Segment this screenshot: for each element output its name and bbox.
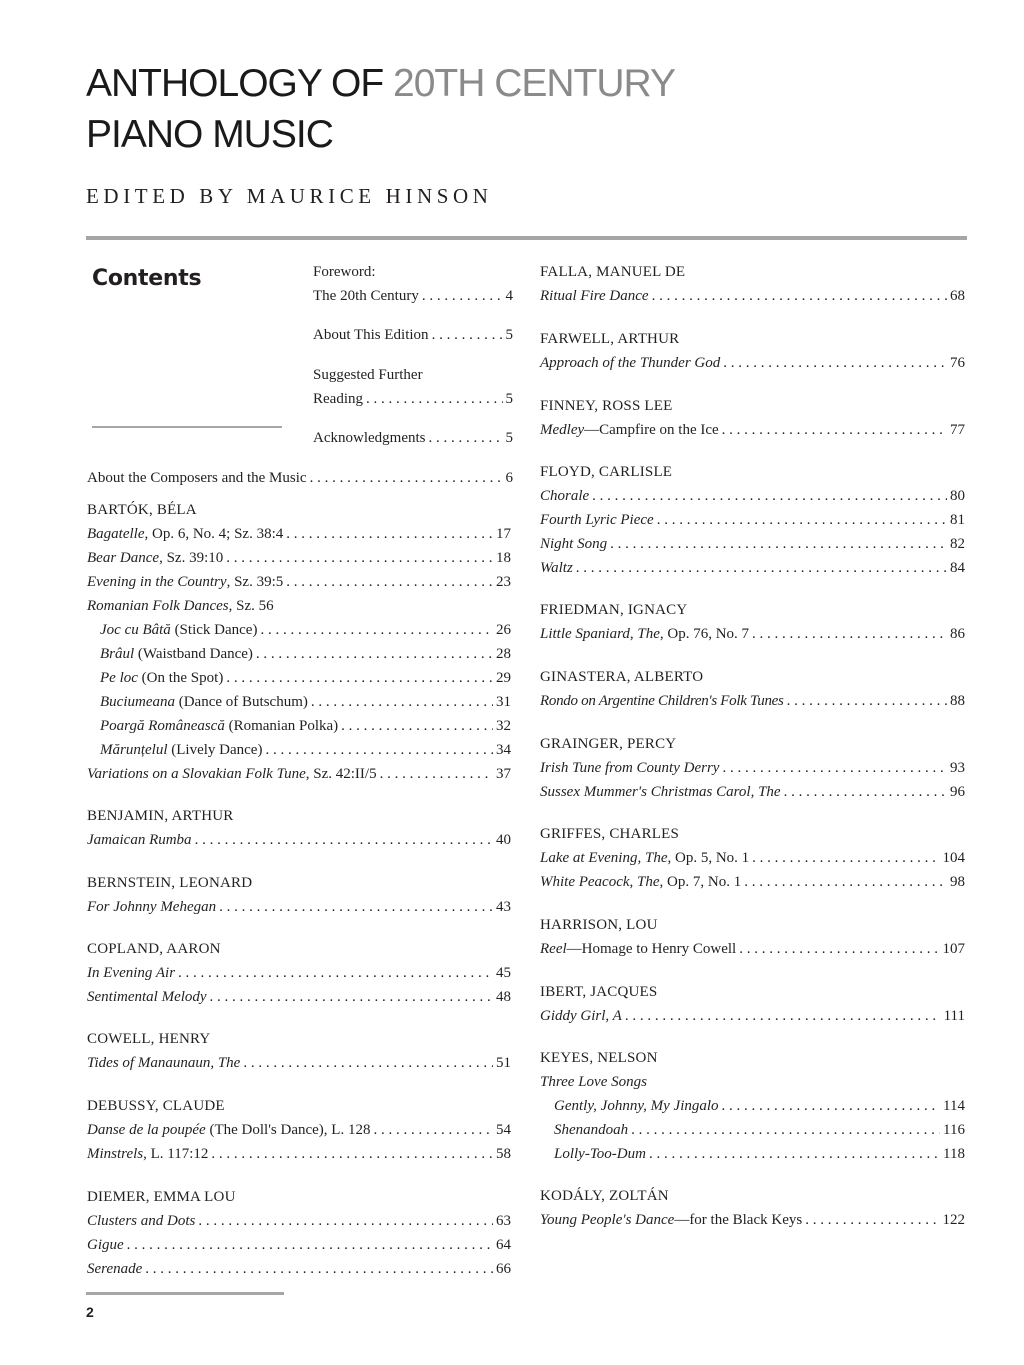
editor-credit: EDITED BY MAURICE HINSON: [86, 184, 493, 208]
composer-heading: COWELL, HENRY: [87, 1031, 211, 1047]
composer-heading: GINASTERA, ALBERTO: [540, 669, 704, 685]
toc-entry[interactable]: In Evening Air . . . 45: [87, 961, 511, 985]
toc-group-title: Romanian Folk Dances, Sz. 56: [87, 598, 274, 614]
toc-entry[interactable]: Medley—Campfire on the Ice . . . 77: [540, 418, 965, 442]
toc-entry[interactable]: Ritual Fire Dance . . . 68: [540, 284, 965, 308]
toc-entry[interactable]: Clusters and Dots . . . 63: [87, 1209, 511, 1233]
toc-entry[interactable]: Buciumeana (Dance of Butschum) . . . 31: [100, 690, 511, 714]
page-title: ANTHOLOGY OF 20TH CENTURY PIANO MUSIC: [86, 62, 676, 156]
toc-group-title: Three Love Songs: [540, 1074, 647, 1090]
foreword-label: Foreword:: [313, 264, 376, 280]
composer-heading: KODÁLY, ZOLTÁN: [540, 1188, 669, 1204]
toc-entry[interactable]: Brâul (Waistband Dance) . . . 28: [100, 642, 511, 666]
toc-entry[interactable]: About This Edition . . . 5: [313, 323, 513, 347]
composer-heading: FLOYD, CARLISLE: [540, 464, 673, 480]
toc-entry[interactable]: Irish Tune from County Derry . . . 93: [540, 756, 965, 780]
composer-heading: FINNEY, ROSS LEE: [540, 398, 673, 414]
toc-entry[interactable]: For Johnny Mehegan . . . 43: [87, 895, 511, 919]
further-reading-label: Suggested Further: [313, 367, 423, 383]
composer-heading: BERNSTEIN, LEONARD: [87, 875, 253, 891]
composer-heading: FARWELL, ARTHUR: [540, 331, 680, 347]
toc-entry[interactable]: Minstrels, L. 117:12 . . . 58: [87, 1142, 511, 1166]
composer-heading: FALLA, MANUEL DE: [540, 264, 686, 280]
toc-entry[interactable]: About the Composers and the Music . . . 6: [87, 466, 513, 490]
toc-entry[interactable]: Rondo on Argentine Children's Folk Tunes . . . 88: [540, 689, 965, 713]
toc-entry[interactable]: Pe loc (On the Spot) . . . 29: [100, 666, 511, 690]
composer-heading: DIEMER, EMMA LOU: [87, 1189, 236, 1205]
toc-entry[interactable]: Sentimental Melody . . . 48: [87, 985, 511, 1009]
composer-heading: COPLAND, AARON: [87, 941, 221, 957]
toc-entry[interactable]: Reel—Homage to Henry Cowell . . . 107: [540, 937, 965, 961]
composer-heading: KEYES, NELSON: [540, 1050, 658, 1066]
toc-entry[interactable]: Lake at Evening, The, Op. 5, No. 1 . . . 104: [540, 846, 965, 870]
composer-heading: BARTÓK, BÉLA: [87, 502, 197, 518]
toc-entry[interactable]: Gigue . . . 64: [87, 1233, 511, 1257]
toc-entry[interactable]: Danse de la poupée (The Doll's Dance), L. 128 . . . 54: [87, 1118, 511, 1142]
toc-entry[interactable]: Little Spaniard, The, Op. 76, No. 7 . . . 86: [540, 622, 965, 646]
toc-entry[interactable]: Reading . . . 5: [313, 387, 513, 411]
toc-entry[interactable]: Lolly-Too-Dum . . . 118: [554, 1142, 965, 1166]
toc-entry[interactable]: Fourth Lyric Piece . . . 81: [540, 508, 965, 532]
toc-entry[interactable]: Bagatelle, Op. 6, No. 4; Sz. 38:4 . . . 17: [87, 522, 511, 546]
toc-entry[interactable]: Serenade . . . 66: [87, 1257, 511, 1281]
toc-entry[interactable]: The 20th Century . . . 4: [313, 284, 513, 308]
toc-entry[interactable]: Acknowledgments . . . 5: [313, 426, 513, 450]
toc-entry[interactable]: Night Song . . . 82: [540, 532, 965, 556]
composer-heading: FRIEDMAN, IGNACY: [540, 602, 688, 618]
toc-entry[interactable]: Gently, Johnny, My Jingalo . . . 114: [554, 1094, 965, 1118]
footer-divider: [86, 1292, 284, 1295]
contents-divider: [92, 426, 282, 428]
toc-entry[interactable]: Waltz . . . 84: [540, 556, 965, 580]
toc-entry[interactable]: Mărunțelul (Lively Dance) . . . 34: [100, 738, 511, 762]
page-number: 2: [86, 1304, 94, 1320]
toc-entry[interactable]: Shenandoah . . . 116: [554, 1118, 965, 1142]
toc-entry[interactable]: Poargă Românească (Romanian Polka) . . . 32: [100, 714, 511, 738]
composer-heading: GRIFFES, CHARLES: [540, 826, 680, 842]
toc-entry[interactable]: Tides of Manaunaun, The . . . 51: [87, 1051, 511, 1075]
toc-entry[interactable]: White Peacock, The, Op. 7, No. 1 . . . 98: [540, 870, 965, 894]
toc-entry[interactable]: Variations on a Slovakian Folk Tune, Sz. 42:II/5 . . . 37: [87, 762, 511, 786]
toc-entry[interactable]: Evening in the Country, Sz. 39:5 . . . 23: [87, 570, 511, 594]
toc-entry[interactable]: Joc cu Bâtă (Stick Dance) . . . 26: [100, 618, 511, 642]
contents-heading: Contents: [92, 266, 202, 291]
toc-entry[interactable]: Chorale . . . 80: [540, 484, 965, 508]
toc-entry[interactable]: Jamaican Rumba . . . 40: [87, 828, 511, 852]
composer-heading: BENJAMIN, ARTHUR: [87, 808, 234, 824]
composer-heading: HARRISON, LOU: [540, 917, 658, 933]
composer-heading: GRAINGER, PERCY: [540, 736, 677, 752]
toc-entry[interactable]: Sussex Mummer's Christmas Carol, The . . . 96: [540, 780, 965, 804]
header-divider: [86, 236, 967, 240]
composer-heading: IBERT, JACQUES: [540, 984, 658, 1000]
toc-entry[interactable]: Young People's Dance—for the Black Keys . . . 122: [540, 1208, 965, 1232]
toc-entry[interactable]: Bear Dance, Sz. 39:10 . . . 18: [87, 546, 511, 570]
toc-entry[interactable]: Giddy Girl, A . . . 111: [540, 1004, 965, 1028]
toc-entry[interactable]: Approach of the Thunder God . . . 76: [540, 351, 965, 375]
composer-heading: DEBUSSY, CLAUDE: [87, 1098, 225, 1114]
title-accent: 20TH CENTURY: [393, 62, 676, 105]
